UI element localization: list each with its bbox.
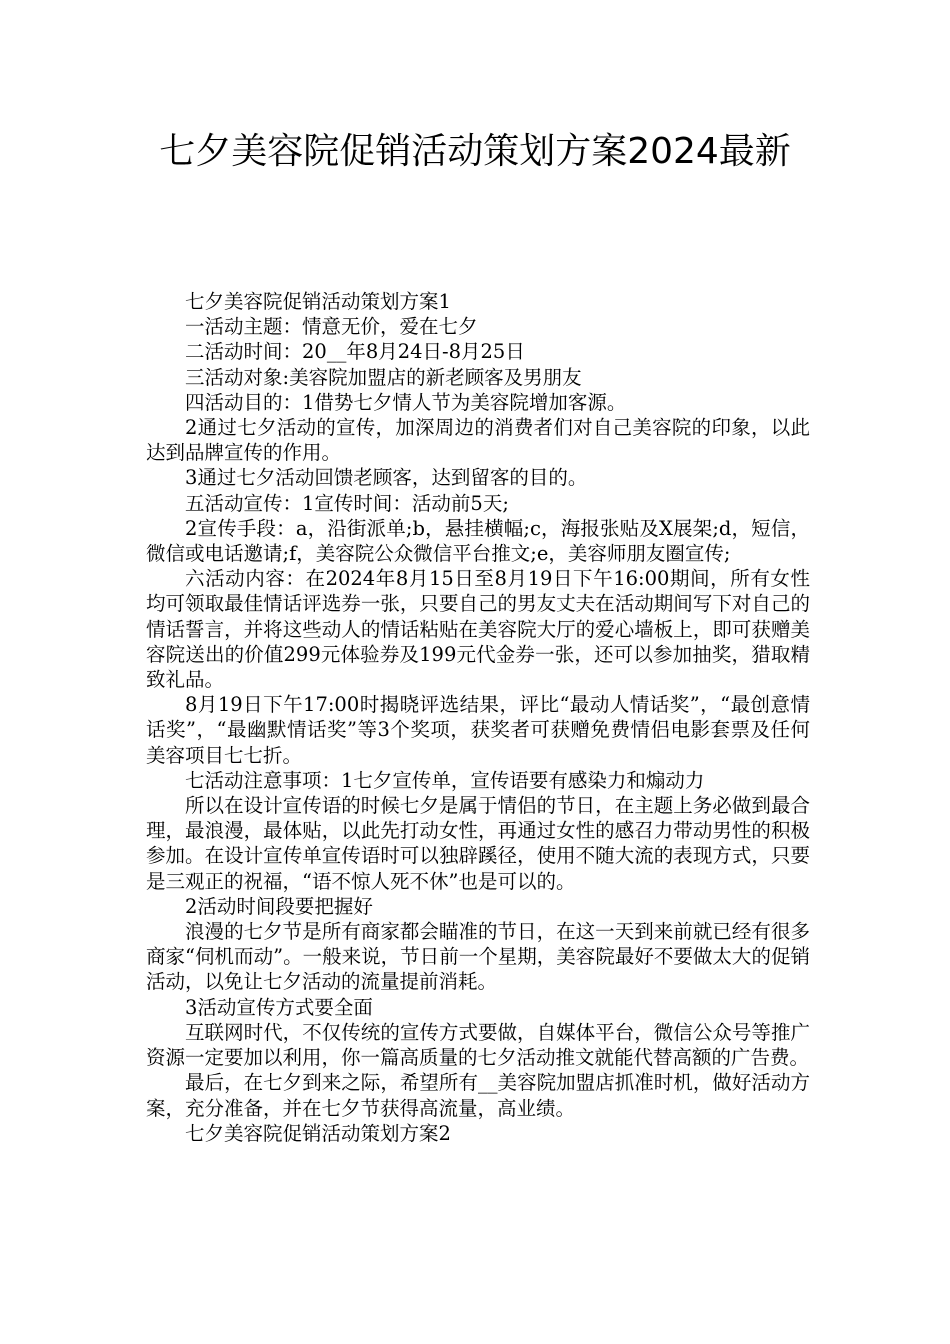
paragraph: 2活动时间段要把握好 (185, 894, 373, 918)
paragraph: 六活动内容：在2024年8月15日至8月19日下午16:00期间，所有女性均可领取最佳情话评选券一张，只要自己的男友丈夫在活动期间写下对自己的情话誓言，并将这些动人的情话粘贴在美容院大厅的爱心墙板上，即可获赠美容院送出的价值299元体验券及199元代金券一张，还可以参加抽奖，猎取精致礼品。 (146, 567, 810, 692)
paragraph: 互联网时代，不仅传统的宣传方式要做，自媒体平台，微信公众号等推广资源一定要加以利用，你一篇高质量的七夕活动推文就能代替高额的广告费。 (146, 1020, 810, 1070)
document-title: 七夕美容院促销活动策划方案2024最新 (159, 131, 791, 172)
paragraph: 二活动时间：20__年8月24日-8月25日 (185, 340, 525, 364)
paragraph: 七活动注意事项：1七夕宣传单，宣传语要有感染力和煽动力 (185, 768, 705, 792)
paragraph: 3通过七夕活动回馈老顾客，达到留客的目的。 (185, 466, 588, 490)
paragraph: 七夕美容院促销活动策划方案2 (185, 1121, 451, 1145)
paragraph: 3活动宣传方式要全面 (185, 995, 373, 1019)
paragraph: 2宣传手段：a，沿街派单;b，悬挂横幅;c，海报张贴及X展架;d，短信，微信或电话邀请;f，美容院公众微信平台推文;e，美容师朋友圈宣传; (146, 516, 810, 566)
paragraph: 所以在设计宣传语的时候七夕是属于情侣的节日，在主题上务必做到最合理，最浪漫，最体贴，以此先打动女性，再通过女性的感召力带动男性的积极参加。在设计宣传单宣传语时可以独辟蹊径，使用不随大流的表现方式，只要是三观正的祝福，“语不惊人死不休”也是可以的。 (146, 794, 810, 893)
paragraph: 一活动主题：情意无价，爱在七夕 (185, 315, 478, 339)
paragraph: 浪漫的七夕节是所有商家都会瞄准的节日，在这一天到来前就已经有很多商家“伺机而动”。一般来说，节日前一个星期，美容院最好不要做太大的促销活动，以免让七夕活动的流量提前消耗。 (146, 920, 810, 994)
paragraph: 五活动宣传：1宣传时间：活动前5天; (185, 491, 509, 515)
paragraph: 七夕美容院促销活动策划方案1 (185, 290, 451, 313)
paragraph: 2通过七夕活动的宣传，加深周边的消费者们对自己美容院的印象，以此达到品牌宣传的作用。 (146, 416, 810, 465)
document-body (146, 289, 810, 1146)
paragraph: 最后，在七夕到来之际，希望所有__美容院加盟店抓准时机，做好活动方案，充分准备，并在七夕节获得高流量，高业绩。 (146, 1071, 810, 1120)
paragraph: 四活动目的：1借势七夕情人节为美容院增加客源。 (185, 390, 627, 414)
paragraph: 三活动对象:美容院加盟店的新老顾客及男朋友 (185, 365, 582, 389)
paragraph: 8月19日下午17:00时揭晓评选结果，评比“最动人情话奖”，“最创意情话奖”，“最幽默情话奖”等3个奖项，获奖者可获赠免费情侣电影套票及任何美容项目七七折。 (146, 693, 810, 767)
